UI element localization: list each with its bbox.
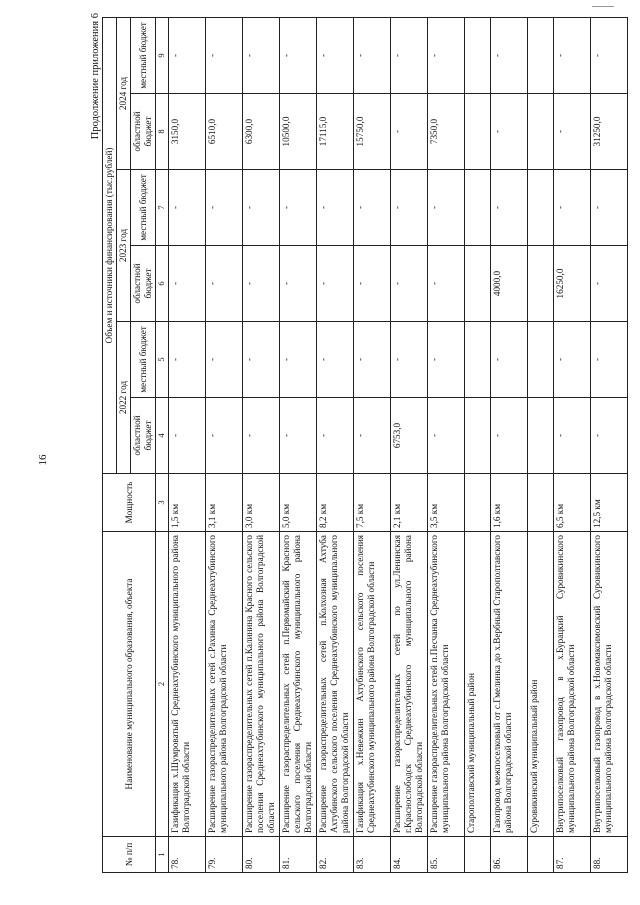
- row-number: 84.: [391, 837, 428, 873]
- value-cell: -: [206, 170, 243, 246]
- empty-cell: [465, 246, 491, 322]
- column-index: 9: [156, 18, 169, 94]
- continuation-title: Продолжение приложения 6: [90, 13, 101, 140]
- capacity-cell: 5,0 км: [280, 474, 317, 532]
- value-cell: -: [169, 18, 206, 94]
- local-budget-header: местный бюджет: [131, 18, 156, 94]
- capacity-cell: 2,1 км: [391, 474, 428, 532]
- value-cell: -: [280, 246, 317, 322]
- value-cell: -: [428, 398, 465, 474]
- empty-cell: [465, 474, 491, 532]
- table-row: [391, 18, 428, 873]
- year-2022-header: 2022 год: [117, 322, 131, 474]
- value-cell: -: [243, 398, 280, 474]
- value-cell: -: [491, 18, 528, 94]
- year-2023-header: 2023 год: [117, 170, 131, 322]
- value-cell: -: [554, 398, 591, 474]
- value-cell: -: [243, 322, 280, 398]
- value-cell: -: [206, 18, 243, 94]
- row-number: 79.: [206, 837, 243, 873]
- regional-budget-header: областной бюджет: [131, 398, 156, 474]
- value-cell: -: [317, 322, 354, 398]
- col-capacity-header: Мощность: [103, 474, 156, 532]
- table-row: [591, 18, 628, 873]
- value-cell: -: [280, 18, 317, 94]
- value-cell: -: [169, 322, 206, 398]
- regional-budget-header: областной бюджет: [131, 94, 156, 170]
- column-index: 4: [156, 398, 169, 474]
- value-cell: -: [428, 322, 465, 398]
- value-cell: -: [169, 170, 206, 246]
- value-cell: -: [428, 170, 465, 246]
- capacity-cell: 8,2 км: [317, 474, 354, 532]
- value-cell: -: [317, 170, 354, 246]
- object-name: Расширение газораспределительных сетей п.Колхозная Ахтуба Ахтубинского сельского поселения Среднеахтубинского муниципального района Волгоградской области: [317, 532, 354, 837]
- value-cell: 16250,0: [554, 246, 591, 322]
- object-name: Расширение газораспределительных сетей по ул.Ленинская г.Краснослободск Среднеахтубинского муниципального района Волгоградской области: [391, 532, 428, 837]
- value-cell: -: [554, 18, 591, 94]
- empty-cell: [528, 474, 554, 532]
- col-name-header: Наименование муниципального образования, объекта: [103, 532, 156, 837]
- section-row: [465, 18, 491, 873]
- empty-cell: [465, 18, 491, 94]
- object-name: Газификация х.Невежкин Ахтубинского сельского поселения Среднеахтубинского муниципального района Волгоградской области: [354, 532, 391, 837]
- empty-cell: [528, 246, 554, 322]
- object-name: Внутрипоселковый газопровод в х.Новомаксимовский Суровикинского муниципального района Волгоградской области: [591, 532, 628, 837]
- section-num-cell: [465, 837, 491, 873]
- empty-cell: [528, 170, 554, 246]
- value-cell: -: [554, 94, 591, 170]
- column-index: 7: [156, 170, 169, 246]
- value-cell: -: [554, 322, 591, 398]
- value-cell: -: [206, 246, 243, 322]
- object-name: Газификация х.Шумроватый Среднеахтубинского муниципального района Волгоградской области: [169, 532, 206, 837]
- value-cell: -: [280, 170, 317, 246]
- empty-cell: [528, 398, 554, 474]
- empty-cell: [465, 398, 491, 474]
- value-cell: -: [591, 398, 628, 474]
- value-cell: -: [206, 322, 243, 398]
- value-cell: -: [391, 94, 428, 170]
- table-row: [491, 18, 528, 873]
- column-index-row: [156, 18, 169, 873]
- value-cell: 7350,0: [428, 94, 465, 170]
- value-cell: -: [243, 18, 280, 94]
- value-cell: -: [491, 94, 528, 170]
- value-cell: 6753,0: [391, 398, 428, 474]
- value-cell: -: [317, 246, 354, 322]
- financing-header: Объем и источники финансирования (тыс.рублей): [103, 18, 117, 474]
- capacity-cell: 3,0 км: [243, 474, 280, 532]
- capacity-cell: 1,5 км: [169, 474, 206, 532]
- value-cell: -: [354, 398, 391, 474]
- value-cell: -: [243, 246, 280, 322]
- value-cell: -: [591, 322, 628, 398]
- row-number: 80.: [243, 837, 280, 873]
- value-cell: 6300,0: [243, 94, 280, 170]
- table-row: [280, 18, 317, 873]
- row-number: 78.: [169, 837, 206, 873]
- value-cell: -: [169, 398, 206, 474]
- projects-table: [102, 17, 628, 873]
- row-number: 85.: [428, 837, 465, 873]
- value-cell: -: [206, 398, 243, 474]
- year-2024-header: 2024 год: [117, 18, 131, 170]
- empty-cell: [465, 170, 491, 246]
- empty-cell: [528, 18, 554, 94]
- regional-budget-header: областной бюджет: [131, 246, 156, 322]
- column-index: 5: [156, 322, 169, 398]
- col-num-header: № п/п: [103, 837, 156, 873]
- value-cell: -: [243, 170, 280, 246]
- empty-cell: [528, 94, 554, 170]
- table-row: [317, 18, 354, 873]
- capacity-cell: 7,5 км: [354, 474, 391, 532]
- value-cell: -: [491, 398, 528, 474]
- value-cell: -: [317, 398, 354, 474]
- capacity-cell: 3,1 км: [206, 474, 243, 532]
- value-cell: -: [491, 170, 528, 246]
- table-row: [554, 18, 591, 873]
- value-cell: -: [591, 170, 628, 246]
- object-name: Расширение газораспределительных сетей п.Первомайский Красного сельского поселения Среднеахтубинского муниципального района Волгоградской области: [280, 532, 317, 837]
- row-number: 83.: [354, 837, 391, 873]
- row-number: 86.: [491, 837, 528, 873]
- value-cell: -: [591, 18, 628, 94]
- table-row: [428, 18, 465, 873]
- value-cell: -: [280, 322, 317, 398]
- value-cell: -: [428, 246, 465, 322]
- section-row: [528, 18, 554, 873]
- table-row: [169, 18, 206, 873]
- empty-cell: [465, 322, 491, 398]
- value-cell: -: [354, 246, 391, 322]
- value-cell: 4000,0: [491, 246, 528, 322]
- empty-cell: [528, 322, 554, 398]
- value-cell: -: [317, 18, 354, 94]
- object-name: Расширение газораспределительных сетей п.Песчанка Среднеахтубинского муниципального района Волгоградской области: [428, 532, 465, 837]
- row-number: 87.: [554, 837, 591, 873]
- value-cell: -: [354, 18, 391, 94]
- value-cell: 31250,0: [591, 94, 628, 170]
- column-index: 8: [156, 94, 169, 170]
- section-num-cell: [528, 837, 554, 873]
- value-cell: -: [169, 246, 206, 322]
- row-number: 81.: [280, 837, 317, 873]
- value-cell: -: [428, 18, 465, 94]
- section-title: Суровикинский муниципальный район: [528, 532, 554, 837]
- value-cell: 17115,0: [317, 94, 354, 170]
- capacity-cell: 3,5 км: [428, 474, 465, 532]
- empty-cell: [465, 94, 491, 170]
- table-row: [243, 18, 280, 873]
- value-cell: -: [554, 170, 591, 246]
- capacity-cell: 6,5 км: [554, 474, 591, 532]
- value-cell: -: [391, 18, 428, 94]
- table-row: [206, 18, 243, 873]
- value-cell: -: [354, 322, 391, 398]
- value-cell: -: [280, 398, 317, 474]
- object-name: Газопровод межпоселковый от с.Гмелинка до х.Вербный Старополтавского района Волгоградской области: [491, 532, 528, 837]
- value-cell: -: [391, 170, 428, 246]
- object-name: Внутрипоселковый газопровод в х.Бурацкий Суровикинского муниципального района Волгоградской области: [554, 532, 591, 837]
- value-cell: 3150,0: [169, 94, 206, 170]
- section-title: Старополтавский муниципальный район: [465, 532, 491, 837]
- value-cell: 6510,0: [206, 94, 243, 170]
- value-cell: -: [354, 170, 391, 246]
- value-cell: -: [491, 322, 528, 398]
- column-index: 2: [156, 532, 169, 837]
- capacity-cell: 1,6 км: [491, 474, 528, 532]
- object-name: Расширение газораспределительных сетей с.Рахинка Среднеахтубинского муниципального района Волгоградской области: [206, 532, 243, 837]
- row-number: 82.: [317, 837, 354, 873]
- page-number: 16: [37, 454, 49, 466]
- column-index: 1: [156, 837, 169, 873]
- value-cell: -: [391, 322, 428, 398]
- local-budget-header: местный бюджет: [131, 170, 156, 246]
- capacity-cell: 12,5 км: [591, 474, 628, 532]
- value-cell: 10500,0: [280, 94, 317, 170]
- value-cell: 15750,0: [354, 94, 391, 170]
- row-number: 88.: [591, 837, 628, 873]
- value-cell: -: [391, 246, 428, 322]
- value-cell: -: [591, 246, 628, 322]
- object-name: Расширение газораспределительных сетей п.Калинина Красного сельского поселения Среднеахтубинского муниципального района Волгоградской области: [243, 532, 280, 837]
- column-index: 3: [156, 474, 169, 532]
- local-budget-header: местный бюджет: [131, 322, 156, 398]
- table-row: [354, 18, 391, 873]
- column-index: 6: [156, 246, 169, 322]
